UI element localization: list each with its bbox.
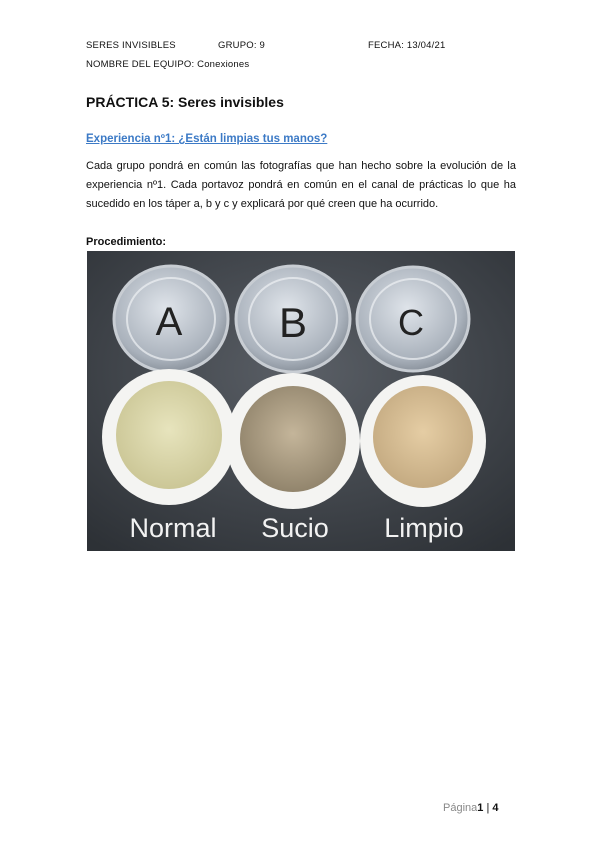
header-group: GRUPO: 9	[218, 40, 265, 51]
page-footer	[443, 802, 499, 814]
section-title: PRÁCTICA 5: Seres invisibles	[86, 94, 284, 110]
footer-separator: |	[486, 802, 490, 814]
caption-normal: Normal	[129, 513, 217, 543]
experience-link[interactable]: Experiencia nº1: ¿Están limpias tus manos?	[86, 133, 328, 145]
caption-limpio: Limpio	[384, 513, 464, 543]
container-normal	[102, 369, 236, 505]
footer-total-pages: 4	[492, 802, 499, 814]
container-limpio	[360, 375, 486, 507]
container-sucio	[226, 373, 360, 509]
lid-letter-a: A	[155, 300, 183, 344]
instructions-paragraph: Cada grupo pondrá en común las fotografías que han hecho sobre la evolución de la experiencia nº1. Cada portavoz pondrá en común en el canal de prácticas lo que ha sucedido en los táper a, b y c y explicará por qué creen que ha ocurrido.	[86, 160, 516, 210]
lid-letter-b: B	[278, 299, 308, 346]
lid-a	[114, 266, 228, 372]
header-date: FECHA: 13/04/21	[368, 40, 446, 51]
lid-c	[357, 267, 469, 371]
header-title: SERES INVISIBLES	[86, 40, 176, 51]
lid-b	[236, 266, 350, 372]
footer-page-number: 1	[477, 802, 484, 814]
footer-page-word: Página	[443, 802, 478, 814]
header-team: NOMBRE DEL EQUIPO: Conexiones	[86, 59, 250, 70]
caption-sucio: Sucio	[261, 513, 329, 543]
experiment-photo	[87, 251, 515, 551]
lid-letter-c: C	[398, 302, 424, 343]
procedure-label: Procedimiento:	[86, 236, 167, 248]
